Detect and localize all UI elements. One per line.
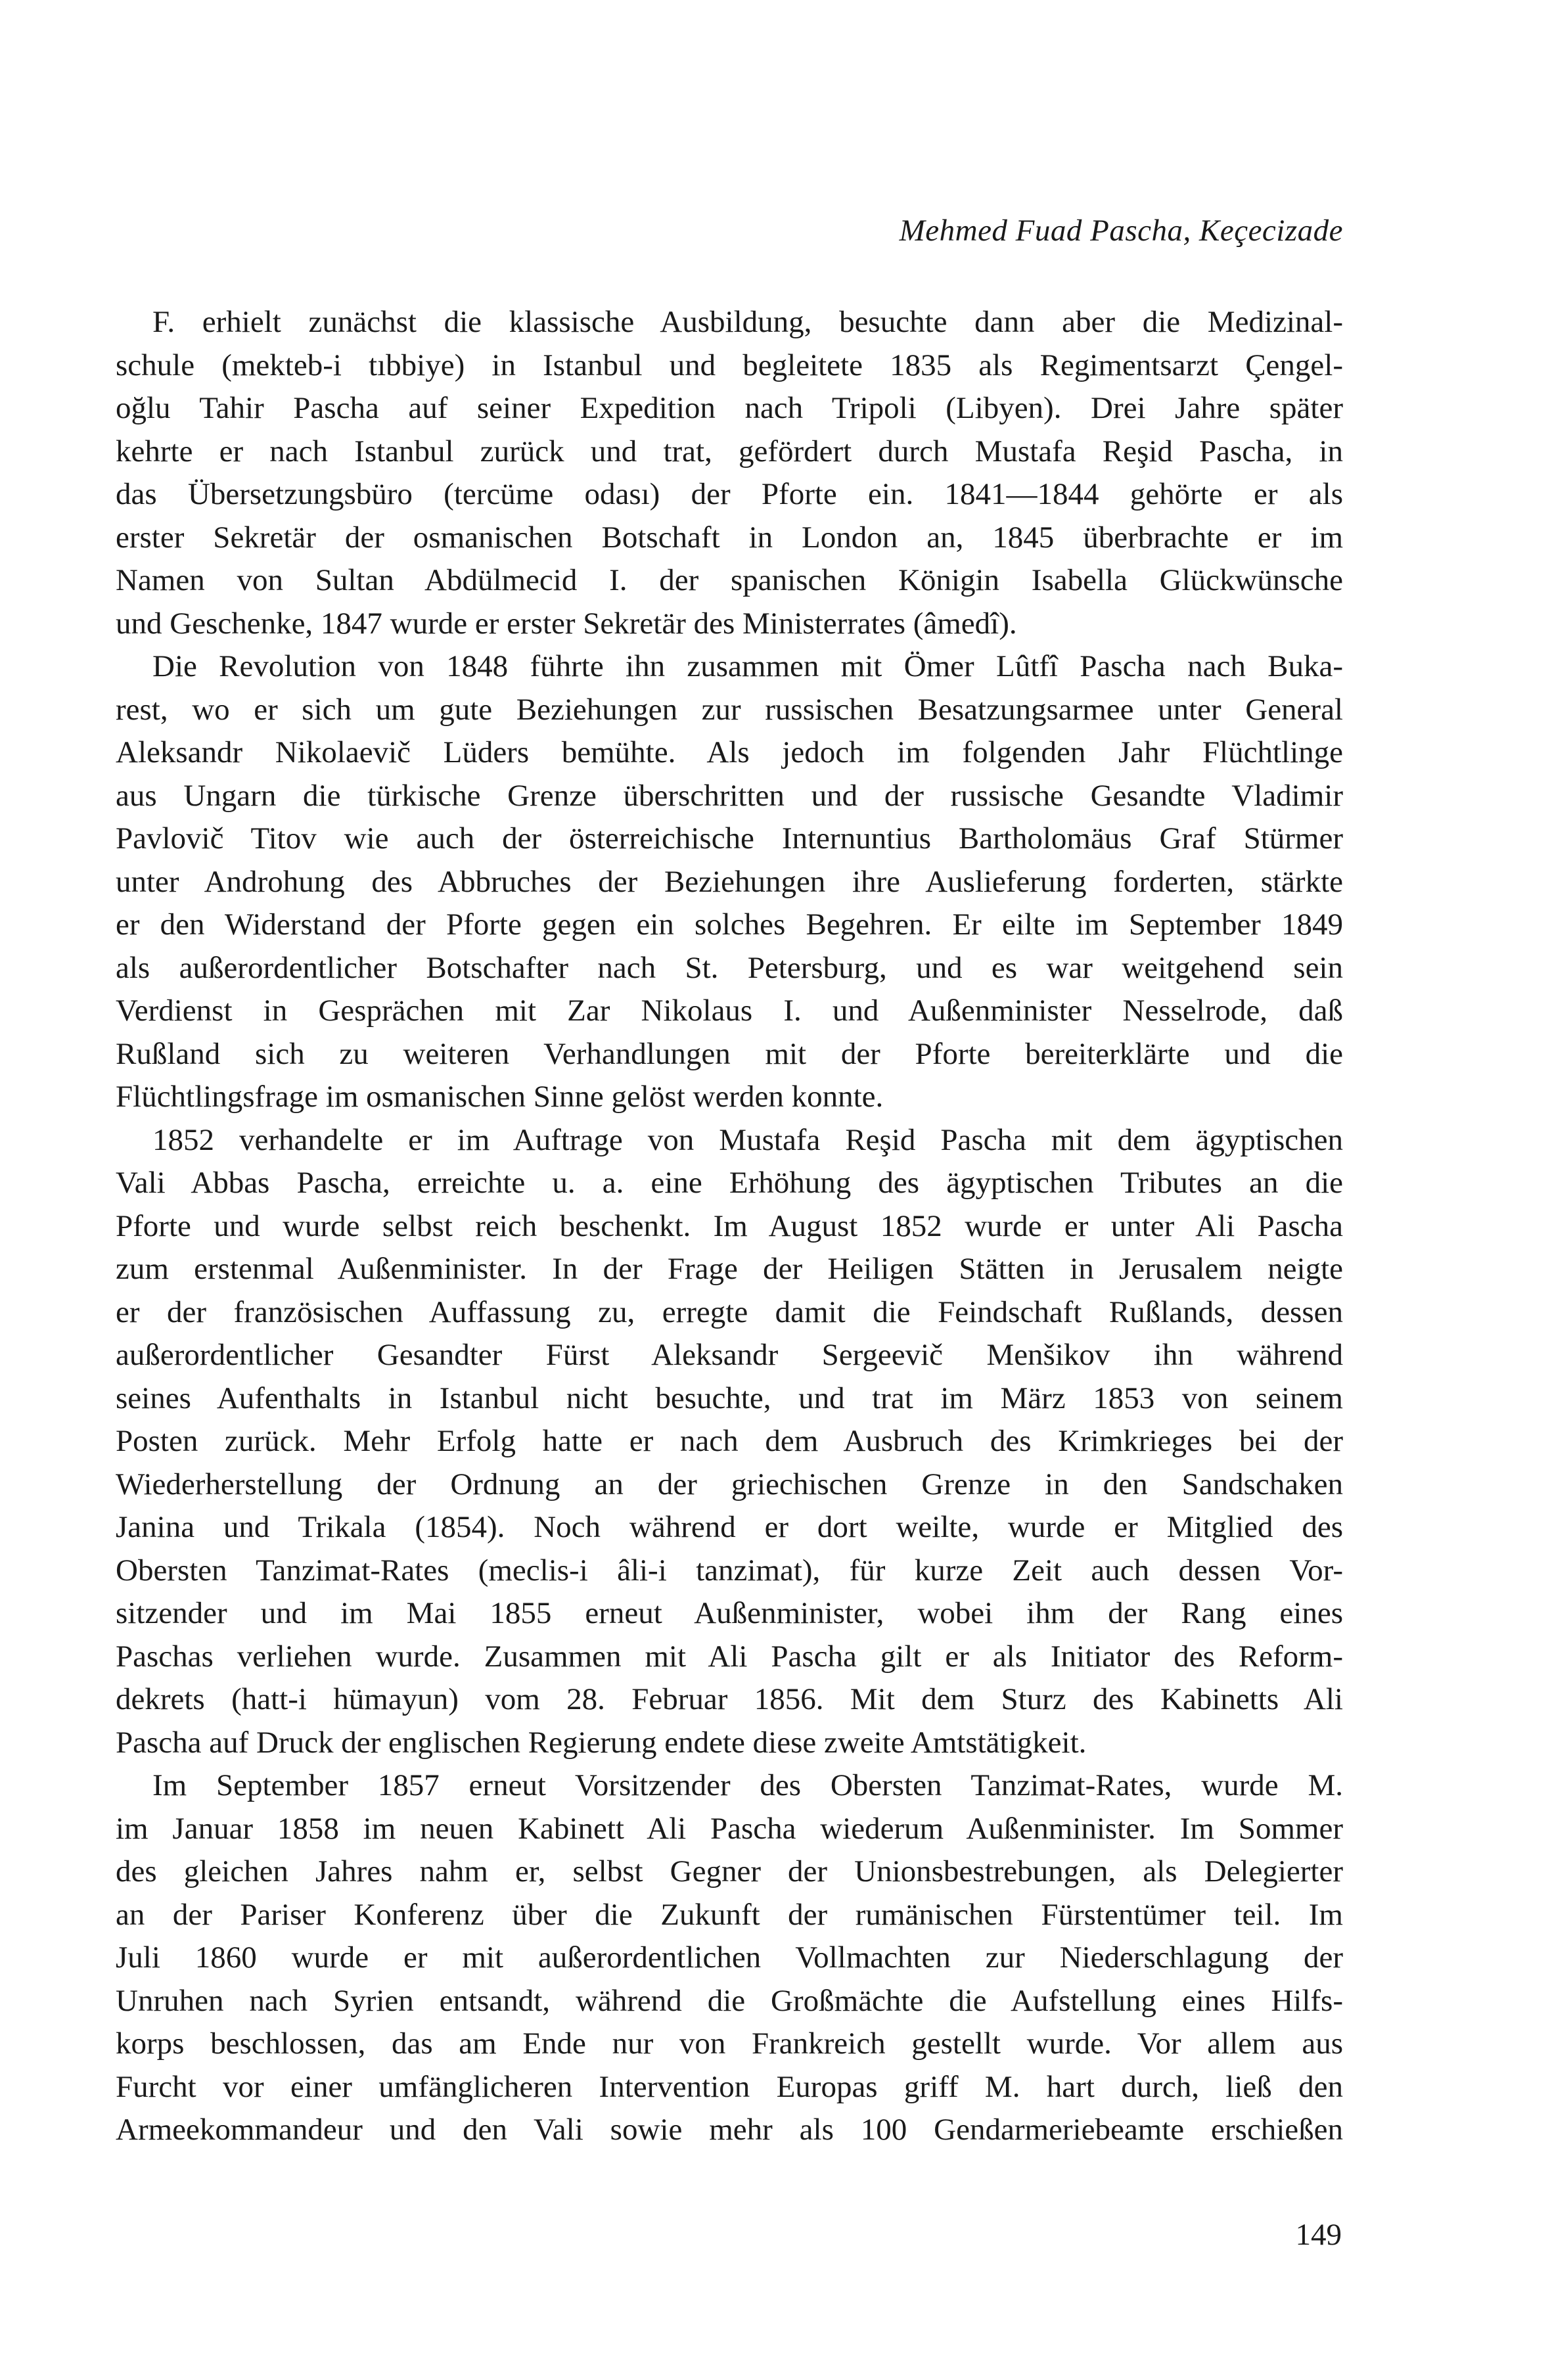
text-line: 1852 verhandelte er im Auftrage von Mustafa Reşid Pascha mit dem ägyptischen	[152, 1122, 1343, 1157]
text-line: Pavlovič Titov wie auch der österreichische Internuntius Bartholomäus Graf Stürmer	[116, 821, 1343, 856]
text-line: F. erhielt zunächst die klassische Ausbildung, besuchte dann aber die Medizinal-	[152, 305, 1343, 339]
text-line: unter Androhung des Abbruches der Beziehungen ihre Auslieferung forderten, stärkte	[116, 864, 1343, 899]
running-head: Mehmed Fuad Pascha, Keçecizade	[899, 214, 1343, 248]
text-line: außerordentlicher Gesandter Fürst Aleksandr Sergeevič Menšikov ihn während	[116, 1338, 1343, 1372]
text-line: im Januar 1858 im neuen Kabinett Ali Pascha wiederum Außenminister. Im Sommer	[116, 1811, 1343, 1846]
text-line: er den Widerstand der Pforte gegen ein solches Begehren. Er eilte im September 1849	[116, 907, 1343, 942]
text-line: Rußland sich zu weiteren Verhandlungen mit der Pforte bereiterklärte und die	[116, 1036, 1343, 1071]
text-line: dekrets (hatt-i hümayun) vom 28. Februar 1856. Mit dem Sturz des Kabinetts Ali	[116, 1682, 1343, 1716]
text-line: aus Ungarn die türkische Grenze überschritten und der russische Gesandte Vladimir	[116, 778, 1343, 813]
text-line: Aleksandr Nikolaevič Lüders bemühte. Als jedoch im folgenden Jahr Flüchtlinge	[116, 735, 1343, 769]
text-line: Pforte und wurde selbst reich beschenkt. Im August 1852 wurde er unter Ali Pascha	[116, 1208, 1343, 1243]
paragraph-3	[116, 1119, 1343, 1765]
text-line: Flüchtlingsfrage im osmanischen Sinne gelöst werden konnte.	[116, 1080, 884, 1114]
text-line: und Geschenke, 1847 wurde er erster Sekretär des Ministerrates (âmedî).	[116, 606, 1017, 641]
paragraph-4	[116, 1764, 1343, 2152]
text-line: Vali Abbas Pascha, erreichte u. a. eine Erhöhung des ägyptischen Tributes an die	[116, 1166, 1343, 1200]
text-line: Obersten Tanzimat-Rates (meclis-i âli-i tanzimat), für kurze Zeit auch dessen Vor-	[116, 1553, 1343, 1588]
text-line: sitzender und im Mai 1855 erneut Außenminister, wobei ihm der Rang eines	[116, 1596, 1343, 1630]
text-line: Janina und Trikala (1854). Noch während er dort weilte, wurde er Mitglied des	[116, 1510, 1343, 1544]
text-line: Paschas verliehen wurde. Zusammen mit Ali Pascha gilt er als Initiator des Reform-	[116, 1639, 1343, 1674]
text-line: Wiederherstellung der Ordnung an der griechischen Grenze in den Sandschaken	[116, 1467, 1343, 1501]
text-line: oğlu Tahir Pascha auf seiner Expedition nach Tripoli (Libyen). Drei Jahre später	[116, 391, 1343, 425]
text-line: Unruhen nach Syrien entsandt, während die Großmächte die Aufstellung eines Hilfs-	[116, 1983, 1343, 2018]
text-line: seines Aufenthalts in Istanbul nicht besuchte, und trat im März 1853 von seinem	[116, 1381, 1343, 1415]
text-line: Verdienst in Gesprächen mit Zar Nikolaus I. und Außenminister Nesselrode, daß	[116, 994, 1343, 1028]
text-line: rest, wo er sich um gute Beziehungen zur russischen Besatzungsarmee unter General	[116, 692, 1343, 727]
text-line: schule (mekteb-i tıbbiye) in Istanbul und begleitete 1835 als Regimentsarzt Çengel-	[116, 348, 1343, 382]
text-line: des gleichen Jahres nahm er, selbst Gegner der Unionsbestrebungen, als Delegierter	[116, 1854, 1343, 1888]
text-line: zum erstenmal Außenminister. In der Frage der Heiligen Stätten in Jerusalem neigte	[116, 1252, 1343, 1286]
text-line: korps beschlossen, das am Ende nur von Frankreich gestellt wurde. Vor allem aus	[116, 2026, 1343, 2061]
text-line: Pascha auf Druck der englischen Regierung endete diese zweite Amtstätigkeit.	[116, 1725, 1087, 1760]
text-line: er der französischen Auffassung zu, erregte damit die Feindschaft Rußlands, dessen	[116, 1294, 1343, 1329]
text-line: Armeekommandeur und den Vali sowie mehr als 100 Gendarmeriebeamte erschießen	[116, 2113, 1343, 2147]
text-line: an der Pariser Konferenz über die Zukunft der rumänischen Fürstentümer teil. Im	[116, 1897, 1343, 1932]
text-line: Posten zurück. Mehr Erfolg hatte er nach dem Ausbruch des Krimkrieges bei der	[116, 1424, 1343, 1458]
page-number: 149	[1295, 2218, 1342, 2252]
text-line: als außerordentlicher Botschafter nach St. Petersburg, und es war weitgehend sein	[116, 950, 1343, 985]
paragraph-2	[116, 645, 1343, 1119]
text-line: Furcht vor einer umfänglicheren Intervention Europas griff M. hart durch, ließ den	[116, 2069, 1343, 2104]
text-line: Im September 1857 erneut Vorsitzender des Obersten Tanzimat-Rates, wurde M.	[152, 1768, 1343, 1802]
paragraph-1	[116, 301, 1343, 645]
text-line: kehrte er nach Istanbul zurück und trat, gefördert durch Mustafa Reşid Pascha, in	[116, 434, 1343, 469]
text-line: Namen von Sultan Abdülmecid I. der spanischen Königin Isabella Glückwünsche	[116, 563, 1343, 597]
text-line: Die Revolution von 1848 führte ihn zusammen mit Ömer Lûtfî Pascha nach Buka-	[152, 649, 1343, 683]
text-line: das Übersetzungsbüro (tercüme odası) der Pforte ein. 1841—1844 gehörte er als	[116, 477, 1343, 511]
body-text	[116, 301, 1343, 2152]
text-line: Juli 1860 wurde er mit außerordentlichen Vollmachten zur Niederschlagung der	[116, 1940, 1343, 1975]
text-line: erster Sekretär der osmanischen Botschaft in London an, 1845 überbrachte er im	[116, 520, 1343, 555]
